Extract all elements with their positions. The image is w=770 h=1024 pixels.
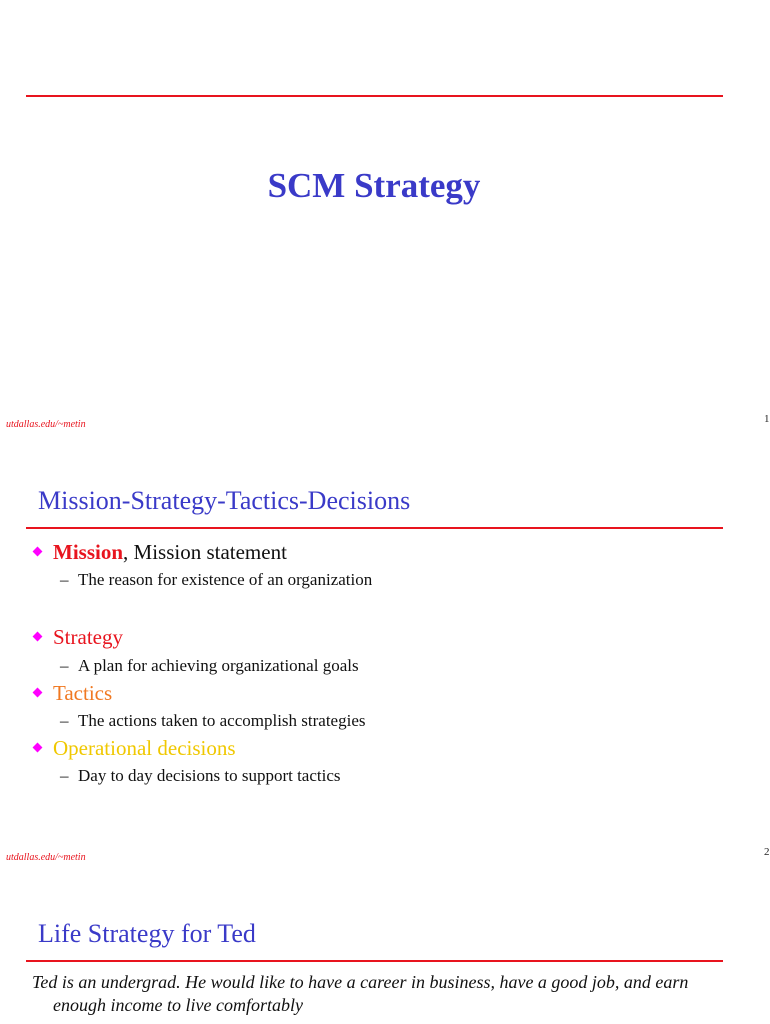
slide3-heading-rule: [26, 960, 723, 962]
diamond-bullet-icon: [33, 688, 43, 698]
bullet-mission-term: Mission: [53, 540, 124, 564]
bullet-tactics-term: Tactics: [53, 681, 113, 705]
bullet-mission-rest: , Mission statement: [123, 540, 287, 564]
diamond-bullet-icon: [33, 632, 43, 642]
sub-operational-text: Day to day decisions to support tactics: [78, 766, 341, 785]
slide3-heading: Life Strategy for Ted: [38, 919, 256, 948]
sub-tactics-text: The actions taken to accomplish strategies: [78, 711, 366, 730]
bullet-strategy-term: Strategy: [53, 625, 123, 649]
dash-marker: –: [60, 570, 69, 589]
slide2-heading-rule: [26, 527, 723, 529]
sub-operational: [60, 766, 341, 786]
dash-marker: –: [60, 711, 69, 730]
diamond-bullet-icon: [33, 547, 43, 557]
slide1-title: SCM Strategy: [267, 166, 481, 205]
slide3-body-line1: Ted is an undergrad. He would like to have a career in business, have a good job, and earn: [32, 972, 689, 992]
sub-tactics: [60, 711, 366, 731]
slide1-footer-url: utdallas.edu/~metin: [6, 419, 86, 430]
slide1-top-rule: [26, 95, 723, 97]
bullet-mission: [32, 540, 287, 565]
bullet-tactics: [32, 681, 112, 706]
dash-marker: –: [60, 656, 69, 675]
slide2-footer-url: utdallas.edu/~metin: [6, 852, 86, 863]
slide2-page-number: 2: [764, 846, 770, 858]
diamond-bullet-icon: [33, 743, 43, 753]
sub-strategy-text: A plan for achieving organizational goals: [78, 656, 359, 675]
slide2-heading: Mission-Strategy-Tactics-Decisions: [38, 486, 411, 515]
dash-marker: –: [60, 766, 69, 785]
bullet-operational: [32, 736, 236, 761]
slide3-body-line2: enough income to live comfortably: [53, 995, 303, 1015]
sub-strategy: [60, 656, 359, 676]
sub-mission-text: The reason for existence of an organization: [78, 570, 373, 589]
sub-mission: [60, 570, 372, 590]
bullet-operational-term: Operational decisions: [53, 736, 236, 760]
bullet-strategy: [32, 625, 123, 650]
slide1-page-number: 1: [764, 413, 770, 425]
